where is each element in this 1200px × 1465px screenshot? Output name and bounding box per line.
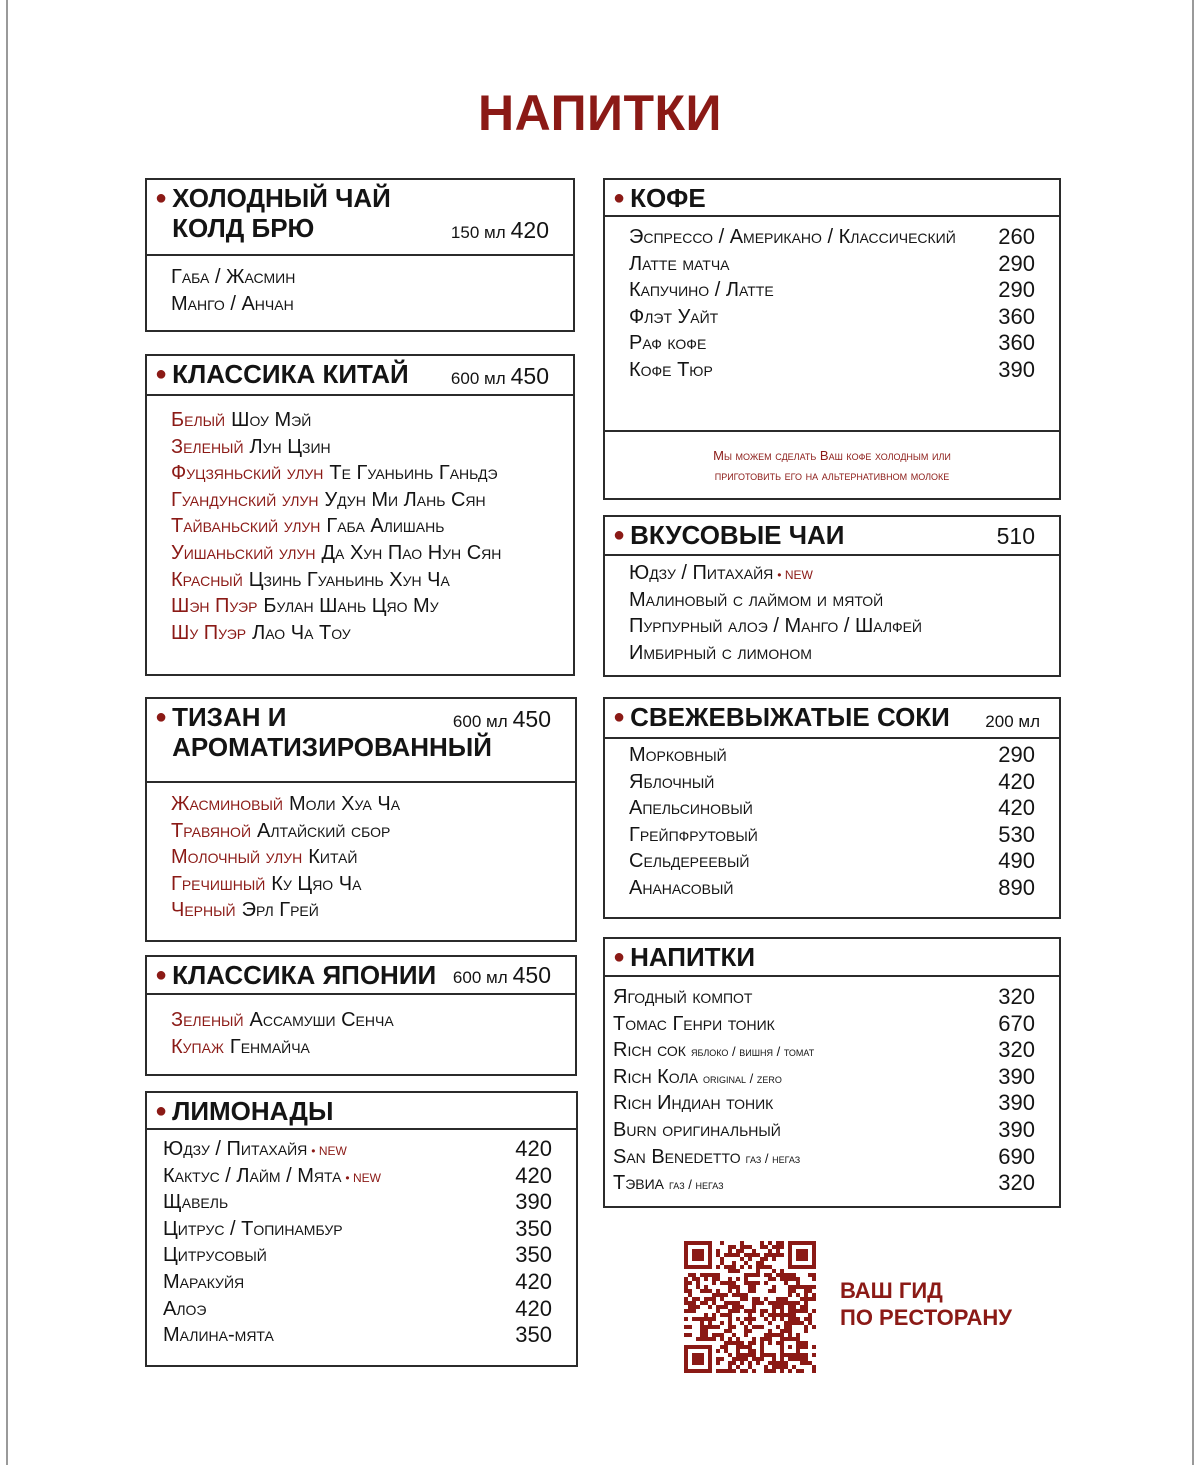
item-label (163, 1322, 274, 1349)
item-label (629, 742, 727, 769)
item-label (629, 304, 718, 331)
list-item (171, 434, 549, 461)
item-name: Юдзу / Питахайя (629, 562, 774, 584)
item-list (171, 791, 551, 924)
new-label: NEW (352, 1170, 381, 1185)
item-price: 390 (998, 1063, 1035, 1089)
new-label: NEW (318, 1144, 347, 1158)
tea-name: Габа Алишань (326, 515, 445, 538)
item-price: 390 (998, 1090, 1035, 1116)
tea-kind: Гречишный (171, 872, 266, 895)
divider (605, 430, 1059, 432)
item-price: 360 (998, 330, 1035, 356)
item-list (629, 560, 1035, 666)
list-item (171, 818, 551, 845)
item-name: Цитрус / Топинамбур (163, 1217, 343, 1240)
list-item (163, 1269, 552, 1296)
item-name: Эспрессо / Американо / Классический (629, 226, 956, 248)
item-price: 390 (998, 1116, 1035, 1142)
section-drinks (603, 937, 1061, 1208)
list-item (163, 1242, 552, 1269)
section-title: ● ЛИМОНАДЫ (155, 1096, 334, 1126)
item-name: Rich Индиан тоник (613, 1092, 774, 1115)
tea-name: Ассамуши Сенча (249, 1009, 394, 1031)
item-label (629, 330, 706, 357)
item-price: 420 (515, 1162, 552, 1188)
item-name: Латте матча (629, 252, 730, 275)
item-name: Малиновый с лаймом и мятой (629, 588, 884, 611)
bullet-dot-icon: ● (155, 706, 168, 728)
tea-kind: Травяной (171, 819, 252, 842)
list-item (629, 742, 1035, 769)
bullet-dot-icon: ● (613, 187, 626, 209)
bullet-dot-icon: ● (613, 946, 626, 968)
item-price: 290 (998, 742, 1035, 767)
list-item (629, 769, 1035, 796)
list-item (613, 1090, 1035, 1117)
list-item (171, 487, 549, 514)
list-item (171, 460, 549, 487)
item-price: 530 (998, 821, 1035, 847)
section-header (147, 957, 575, 995)
item-name: Кофе Тюр (629, 358, 713, 381)
list-item (171, 291, 549, 318)
tea-name: Удун Ми Лань Сян (324, 488, 486, 511)
item-name: Флэт Уайт (629, 305, 719, 328)
list-item (613, 1117, 1035, 1144)
item-detail: газ / негаз (745, 1150, 801, 1166)
restaurant-guide-label: ВАШ ГИД ПО РЕСТОРАНУ (840, 1278, 1012, 1330)
list-item (629, 560, 1035, 587)
item-detail: газ / негаз (669, 1177, 724, 1193)
item-name: Юдзу / Питахайя (163, 1138, 308, 1160)
tea-name: Шоу Мэй (231, 409, 312, 431)
tea-kind: Гуандунский улун (171, 488, 319, 511)
item-label (163, 1216, 343, 1243)
section-header (605, 699, 1059, 739)
item-name: Капучино / Латте (629, 279, 774, 302)
item-list (171, 407, 549, 646)
list-item (171, 791, 551, 818)
list-item (171, 407, 549, 434)
section-price: 600 мл 450 (452, 706, 551, 732)
item-detail: яблоко / вишня / томат (690, 1044, 815, 1060)
list-item (171, 513, 549, 540)
item-name: Щавель (163, 1191, 229, 1214)
item-name: Манго / Анчан (171, 292, 294, 315)
list-item (629, 251, 1035, 278)
item-name: Морковный (629, 744, 727, 766)
coffee-note: Мы можем сделать Ваш кофе холодным или приготовить его на альтернативном молоке (713, 448, 951, 483)
section-title: ● ХОЛОДНЫЙ ЧАЙ КОЛД БРЮ (155, 183, 391, 243)
list-item (613, 1011, 1035, 1038)
section-lemonades (145, 1091, 578, 1367)
tea-kind: Шэн Пуэр (171, 595, 258, 618)
section-volume: 200 мл (985, 712, 1040, 731)
section-header (605, 517, 1059, 556)
tea-name: Эрл Грей (241, 899, 319, 922)
item-price: 690 (998, 1143, 1035, 1169)
tea-kind: Красный (171, 568, 243, 591)
list-item (163, 1296, 552, 1323)
list-item (163, 1189, 552, 1216)
item-label (629, 822, 758, 849)
item-name: Габа / Жасмин (171, 266, 296, 288)
item-label (629, 560, 813, 587)
item-name: Малина-мята (163, 1324, 274, 1347)
tea-name: Моли Хуа Ча (288, 793, 401, 815)
item-label (629, 587, 883, 614)
list-item (613, 1064, 1035, 1091)
tea-kind: Тайваньский улун (171, 515, 321, 538)
tea-kind: Фуцзяньский улун (171, 462, 324, 485)
section-header (605, 939, 1059, 977)
item-name: Яблочный (629, 770, 715, 793)
list-item (171, 567, 549, 594)
section-header (147, 180, 573, 256)
list-item (171, 897, 551, 924)
tea-kind: Шу Пуэр (171, 621, 247, 644)
list-item (629, 795, 1035, 822)
tea-name: Лао Ча Тоу (252, 621, 351, 644)
list-item (171, 264, 549, 291)
item-label (629, 224, 956, 251)
item-label (629, 848, 749, 875)
qr-code-icon[interactable] (684, 1241, 816, 1373)
section-title: ● ТИЗАН И АРОМАТИЗИРОВАННЫЙ (155, 702, 492, 762)
tea-kind: Уишаньский улун (171, 541, 316, 564)
section-title: ● КЛАССИКА КИТАЙ (155, 359, 409, 389)
item-list (613, 984, 1035, 1197)
item-price: 390 (515, 1189, 552, 1215)
list-item (613, 1144, 1035, 1171)
tea-name: Те Гуаньинь Ганьдэ (329, 462, 498, 485)
item-name: Rich Кола (613, 1065, 699, 1088)
item-price: 350 (515, 1215, 552, 1241)
item-name: Тэвиа (613, 1172, 665, 1195)
item-label (163, 1189, 228, 1216)
list-item (629, 822, 1035, 849)
tea-kind: Зеленый (171, 435, 244, 458)
item-price: 420 (998, 795, 1035, 821)
tea-kind: Жасминовый (171, 793, 283, 815)
item-price: 290 (998, 250, 1035, 276)
item-label (613, 1090, 773, 1117)
list-item (163, 1163, 552, 1190)
item-list (171, 1007, 551, 1060)
item-price: 420 (515, 1136, 552, 1161)
list-item (629, 224, 1035, 251)
tea-name: Китай (308, 846, 358, 869)
section-price: 600 мл 450 (450, 363, 549, 389)
item-price: 390 (998, 356, 1035, 382)
list-item (171, 593, 549, 620)
tea-name: Генмайча (229, 1035, 310, 1058)
item-label (163, 1269, 244, 1296)
item-price: 260 (998, 224, 1035, 249)
list-item (163, 1216, 552, 1243)
list-item (171, 1007, 551, 1034)
item-label (613, 1011, 775, 1038)
item-label (629, 640, 812, 667)
item-label (163, 1163, 381, 1190)
item-label (613, 1117, 781, 1144)
item-price: 420 (515, 1268, 552, 1294)
list-item (171, 1034, 551, 1061)
bullet-dot-icon: ● (155, 363, 168, 385)
item-label (629, 795, 753, 822)
item-name: Раф кофе (629, 332, 707, 355)
item-name: Rich сок (613, 1039, 686, 1062)
item-price: 420 (998, 768, 1035, 794)
tea-name: Да Хун Пао Нун Сян (321, 541, 502, 564)
tea-name: Булан Шань Цяо Му (263, 595, 439, 618)
list-item (629, 587, 1035, 614)
list-item (163, 1136, 552, 1163)
item-name: San Benedetto (613, 1145, 741, 1168)
section-china-classics (145, 354, 575, 676)
item-label (613, 984, 752, 1011)
list-item (613, 1170, 1035, 1197)
item-name: Апельсиновый (629, 797, 753, 820)
section-header (147, 356, 573, 396)
list-item (629, 304, 1035, 331)
tea-name: Лун Цзин (249, 435, 331, 458)
tea-kind: Купаж (171, 1035, 224, 1058)
item-price: 420 (515, 1295, 552, 1321)
item-price: 350 (515, 1242, 552, 1268)
item-label (163, 1136, 347, 1163)
list-item (171, 844, 551, 871)
item-name: Имбирный с лимоном (629, 641, 812, 664)
section-japan-classics (145, 955, 577, 1076)
list-item (171, 871, 551, 898)
section-cold-tea (145, 178, 575, 332)
bullet-dot-icon: ● (155, 1100, 168, 1122)
new-badge: • NEW (311, 1144, 347, 1158)
item-list (629, 224, 1035, 384)
item-price: 320 (998, 1037, 1035, 1063)
section-title: ● СВЕЖЕВЫЖАТЫЕ СОКИ (613, 702, 950, 732)
new-badge: • NEW (345, 1170, 381, 1185)
section-header (605, 180, 1059, 217)
list-item (629, 848, 1035, 875)
item-name: Алоэ (163, 1297, 207, 1320)
section-title: ● ВКУСОВЫЕ ЧАИ (613, 520, 845, 550)
tea-name: Алтайский сбор (257, 819, 391, 842)
item-name: Пурпурный алоэ / Манго / Шалфей (629, 615, 922, 638)
tea-kind: Зеленый (171, 1009, 244, 1031)
list-item (163, 1322, 552, 1349)
bullet-dot-icon: ● (155, 964, 168, 986)
section-price: 600 мл 450 (452, 962, 551, 988)
list-item (613, 1037, 1035, 1064)
item-label (629, 875, 733, 902)
section-fresh-juices (603, 697, 1061, 919)
tea-name: Ку Цяо Ча (271, 872, 362, 895)
section-tisane (145, 697, 577, 942)
section-flavored-teas (603, 515, 1061, 677)
list-item (629, 613, 1035, 640)
item-name: Ягодный компот (613, 986, 753, 1008)
item-label (613, 1064, 782, 1091)
item-price: 320 (998, 1170, 1035, 1196)
list-item (629, 640, 1035, 667)
item-price: 670 (998, 1010, 1035, 1036)
list-item (171, 540, 549, 567)
section-title: ● КОФЕ (613, 183, 706, 213)
list-item (629, 277, 1035, 304)
bullet-dot-icon: ● (613, 524, 626, 546)
tea-kind: Молочный улун (171, 846, 303, 869)
item-price: 320 (998, 984, 1035, 1009)
item-label (629, 613, 922, 640)
item-detail: original / zero (703, 1070, 782, 1086)
item-price: 290 (998, 277, 1035, 303)
section-title: ● НАПИТКИ (613, 942, 756, 972)
tea-kind: Черный (171, 899, 236, 922)
section-price: 510 (996, 523, 1035, 549)
list-item (613, 984, 1035, 1011)
item-name: Грейпфрутовый (629, 823, 758, 846)
item-price: 890 (998, 874, 1035, 900)
new-label: NEW (784, 568, 813, 582)
item-price: 350 (515, 1322, 552, 1348)
page-title: НАПИТКИ (478, 85, 722, 141)
item-label (163, 1242, 267, 1269)
item-name: Сельдереевый (629, 850, 750, 873)
item-label (613, 1037, 814, 1064)
section-header (147, 699, 575, 783)
tea-name: Цзинь Гуаньинь Хун Ча (248, 568, 450, 591)
bullet-dot-icon: ● (613, 706, 626, 728)
bullet-dot-icon: ● (155, 187, 168, 209)
item-list (163, 1136, 552, 1349)
item-name: Томас Генри тоник (613, 1012, 775, 1035)
item-price: 360 (998, 303, 1035, 329)
new-badge: • NEW (777, 568, 813, 582)
list-item (629, 330, 1035, 357)
list-item (629, 875, 1035, 902)
section-coffee (603, 178, 1061, 500)
item-label (629, 357, 713, 384)
tea-kind: Белый (171, 409, 226, 431)
item-label (163, 1296, 206, 1323)
item-list (171, 264, 549, 317)
item-label (629, 277, 774, 304)
section-price: 150 мл 420 (450, 217, 549, 243)
item-name: Кактус / Лайм / Мята (163, 1164, 342, 1187)
item-price: 490 (998, 848, 1035, 874)
item-label (629, 769, 714, 796)
item-name: Маракуйя (163, 1270, 245, 1293)
item-label (613, 1170, 724, 1197)
item-list (629, 742, 1035, 902)
item-label (613, 1144, 800, 1171)
section-header (147, 1093, 576, 1130)
item-name: Ананасовый (629, 876, 734, 899)
item-name: Цитрусовый (163, 1244, 267, 1267)
item-name: Burn оригинальный (613, 1118, 781, 1141)
item-label (629, 251, 730, 278)
list-item (171, 620, 549, 647)
list-item (629, 357, 1035, 384)
section-title: ● КЛАССИКА ЯПОНИИ (155, 960, 437, 990)
